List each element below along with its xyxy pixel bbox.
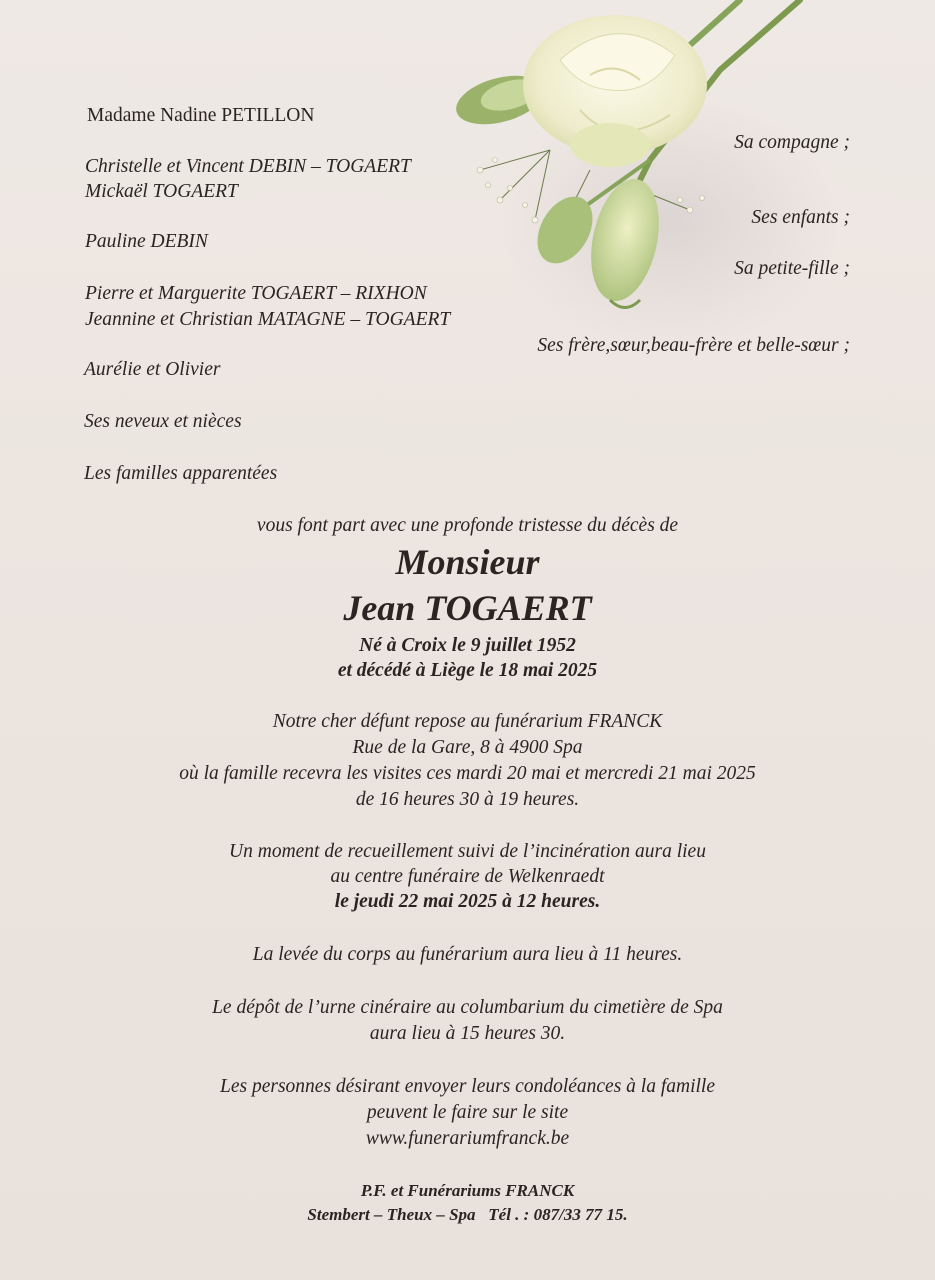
siblings-line-2: Jeannine et Christian MATAGNE – TOGAERT bbox=[85, 309, 451, 330]
siblings-line-1: Pierre et Marguerite TOGAERT – RIXHON bbox=[85, 283, 427, 304]
granddaughter-name: Pauline DEBIN bbox=[85, 231, 208, 252]
funeral-home-name: P.F. et Funérariums FRANCK bbox=[360, 1181, 575, 1200]
condolences-line-2: peuvent le faire sur le site bbox=[366, 1102, 569, 1123]
others-line-3: Les familles apparentées bbox=[84, 463, 278, 484]
levee-line: La levée du corps au funérarium aura lieu à 11 heures. bbox=[252, 944, 683, 965]
urn-line-1: Le dépôt de l’urne cinéraire au columbarium du cimetière de Spa bbox=[212, 997, 723, 1018]
ceremony-line-2: au centre funéraire de Welkenraedt bbox=[330, 866, 605, 887]
repose-line-4: de 16 heures 30 à 19 heures. bbox=[355, 789, 580, 810]
others-line-2: Ses neveux et nièces bbox=[84, 411, 242, 432]
ceremony-line-3: le jeudi 22 mai 2025 à 12 heures. bbox=[334, 891, 601, 912]
death-line: et décédé à Liège le 18 mai 2025 bbox=[337, 660, 598, 681]
funeral-home-contact: Stembert – Theux – Spa Tél . : 087/33 77 15. bbox=[307, 1205, 628, 1224]
companion-name: Madame Nadine PETILLON bbox=[87, 105, 315, 126]
announcement-intro: vous font part avec une profonde tristesse du décès de bbox=[256, 515, 679, 536]
repose-line-3: où la famille recevra les visites ces mardi 20 mai et mercredi 21 mai 2025 bbox=[179, 763, 756, 784]
relation-granddaughter: Sa petite-fille ; bbox=[734, 258, 850, 279]
children-line-1: Christelle et Vincent DEBIN – TOGAERT bbox=[85, 156, 411, 177]
repose-line-1: Notre cher défunt repose au funérarium FRANCK bbox=[272, 711, 663, 732]
repose-line-2: Rue de la Gare, 8 à 4900 Spa bbox=[352, 737, 583, 758]
relation-siblings: Ses frère,sœur,beau-frère et belle-sœur ; bbox=[537, 335, 850, 356]
relation-children: Ses enfants ; bbox=[751, 207, 850, 228]
relation-companion: Sa compagne ; bbox=[734, 132, 850, 153]
condolences-line-1: Les personnes désirant envoyer leurs condoléances à la famille bbox=[220, 1076, 715, 1097]
website-link[interactable]: www.funerariumfranck.be bbox=[365, 1128, 570, 1149]
birth-line: Né à Croix le 9 juillet 1952 bbox=[359, 635, 576, 656]
deceased-name: Jean TOGAERT bbox=[343, 588, 592, 628]
white-rose-illustration bbox=[440, 0, 860, 360]
ceremony-line-1: Un moment de recueillement suivi de l’incinération aura lieu bbox=[229, 841, 706, 862]
urn-line-2: aura lieu à 15 heures 30. bbox=[369, 1023, 566, 1044]
children-line-2: Mickaël TOGAERT bbox=[85, 181, 238, 202]
deceased-title: Monsieur bbox=[395, 542, 540, 582]
others-line-1: Aurélie et Olivier bbox=[84, 359, 221, 380]
